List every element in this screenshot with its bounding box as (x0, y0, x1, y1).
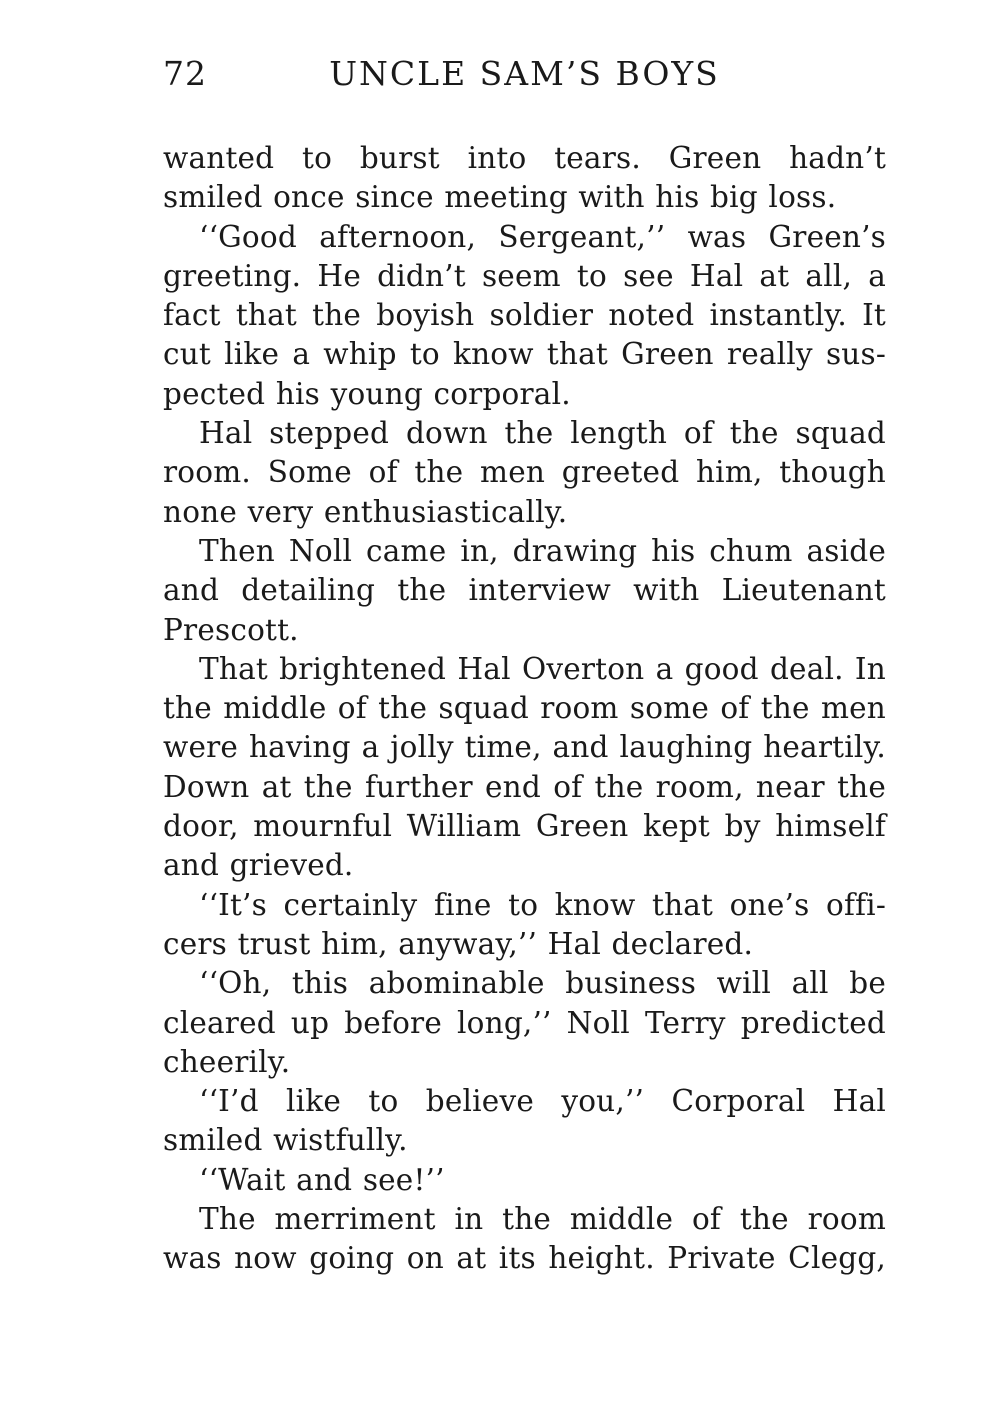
paragraph: Hal stepped down the length of the squad room. Some of the men greeted him, though none very enthusiastically. (163, 416, 886, 529)
paragraph: ‘‘Oh, this abominable business will all be cleared up before long,’’ Noll Terry predicted cheerily. (163, 966, 886, 1079)
page-header (163, 52, 886, 96)
body-text (163, 139, 886, 1279)
paragraph: ‘‘Wait and see!’’ (199, 1162, 445, 1197)
paragraph: Then Noll came in, drawing his chum aside and detailing the interview with Lieutenant Prescott. (163, 533, 886, 647)
book-page (163, 52, 886, 1279)
page-number: 72 (163, 54, 207, 93)
paragraph: wanted to burst into tears. Green hadn’t smiled once since meeting with his big loss. (163, 141, 886, 215)
paragraph: The merriment in the middle of the room was now going on at its height. Private Clegg, (163, 1202, 886, 1276)
paragraph: ‘‘It’s certainly fine to know that one’s offi-cers trust him, anyway,’’ Hal declared. (163, 887, 886, 961)
paragraph: ‘‘I’d like to believe you,’’ Corporal Hal smiled wistfully. (163, 1084, 886, 1158)
paragraph: ‘‘Good afternoon, Sergeant,’’ was Green’s greeting. He didn’t seem to see Hal at all, a fact that the boyish soldier noted instantly. It cut like a whip to know that Green really sus-pected his young corporal. (163, 219, 886, 411)
paragraph: That brightened Hal Overton a good deal. In the middle of the squad room some of the men were having a jolly time, and laughing heartily. Down at the further end of the room, near the door, mournful William Green kept by himself and grieved. (163, 651, 886, 883)
running-title: UNCLE SAM’S BOYS (329, 54, 720, 93)
